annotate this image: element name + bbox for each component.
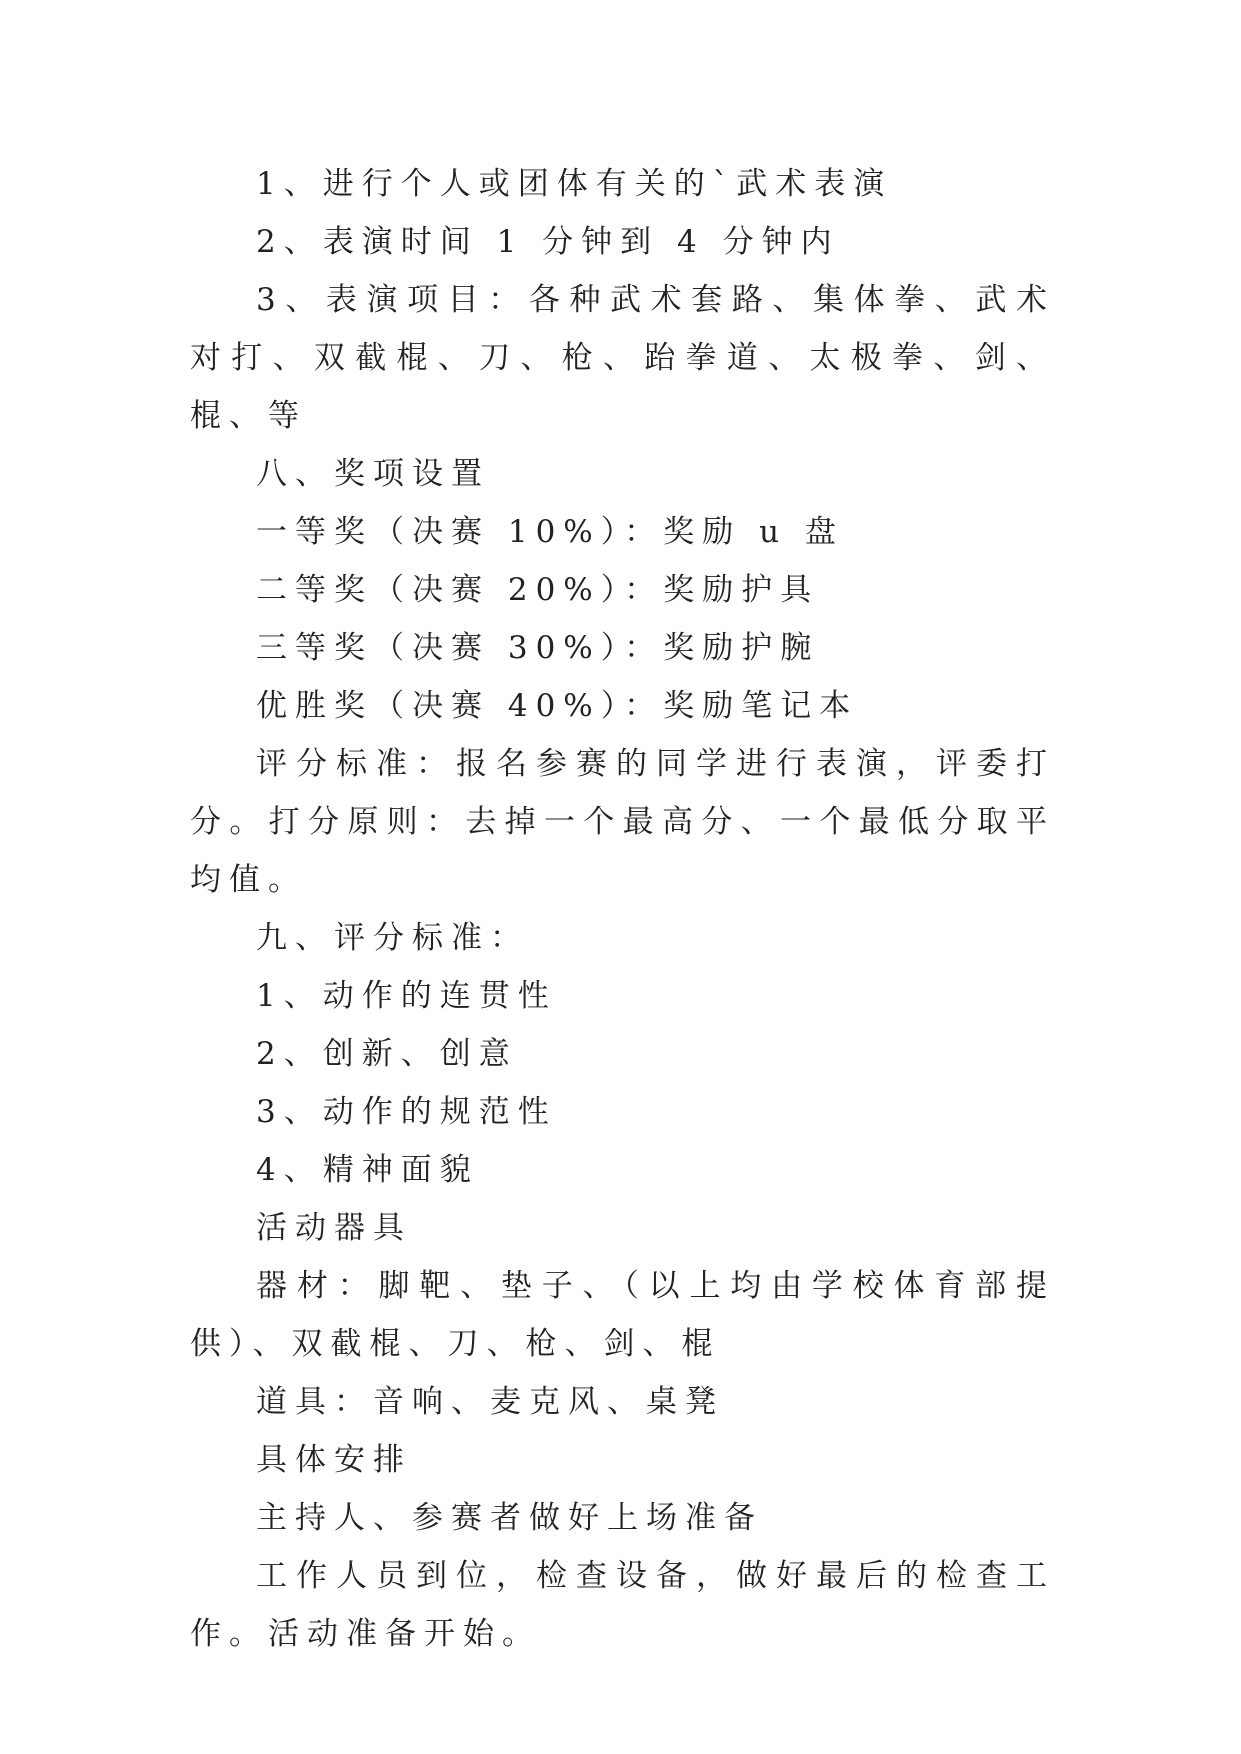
- paragraph-performance-items: 3、表演项目：各种武术套路、集体拳、武术对打、双截棍、刀、枪、跆拳道、太极拳、剑、棍、等: [190, 282, 1055, 434]
- heading-equipment: 活动器具: [256, 1210, 412, 1246]
- paragraph-third-prize: 三等奖（决赛 30%）：奖励护腕: [256, 630, 820, 666]
- paragraph-first-prize: 一等奖（决赛 10%）：奖励 u 盘: [256, 514, 844, 550]
- heading-scoring-criteria: 九、评分标准：: [256, 920, 529, 956]
- paragraph-props-list: 道具：音响、麦克风、桌凳: [256, 1384, 724, 1420]
- paragraph-scoring-rule: 评分标准：报名参赛的同学进行表演，评委打分。打分原则：去掉一个最高分、一个最低分取平均值。: [190, 746, 1055, 898]
- paragraph-staff-preparation: 工作人员到位，检查设备，做好最后的检查工作。活动准备开始。: [190, 1558, 1055, 1652]
- paragraph-criterion-standard: 3、动作的规范性: [256, 1094, 557, 1130]
- document-body: [190, 155, 1055, 1663]
- paragraph-second-prize: 二等奖（决赛 20%）：奖励护具: [256, 572, 820, 608]
- paragraph-performance-time: 2、表演时间 1 分钟到 4 分钟内: [256, 224, 840, 260]
- heading-awards: 八、奖项设置: [256, 456, 490, 492]
- paragraph-excellence-prize: 优胜奖（决赛 40%）：奖励笔记本: [256, 688, 859, 724]
- heading-arrangement: 具体安排: [256, 1442, 412, 1478]
- paragraph-criterion-innovation: 2、创新、创意: [256, 1036, 518, 1072]
- paragraph-equipment-list: 器材：脚靶、垫子、（以上均由学校体育部提供）、双截棍、刀、枪、剑、棍: [190, 1268, 1055, 1362]
- paragraph-host-preparation: 主持人、参赛者做好上场准备: [256, 1500, 763, 1536]
- paragraph-performance-type: 1、进行个人或团体有关的`武术表演: [256, 166, 893, 202]
- paragraph-criterion-spirit: 4、精神面貌: [256, 1152, 479, 1188]
- paragraph-criterion-coherence: 1、动作的连贯性: [256, 978, 557, 1014]
